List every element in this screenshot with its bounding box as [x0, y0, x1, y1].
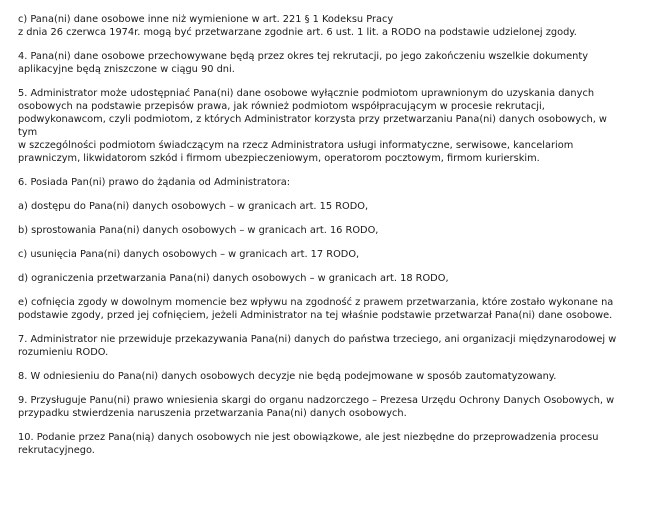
paragraph-b-rectification: b) sprostowania Pana(ni) danych osobowych – w granicach art. 16 RODO, [18, 225, 379, 236]
paragraph-d-restriction: d) ograniczenia przetwarzania Pana(ni) danych osobowych – w granicach art. 18 RODO, [18, 273, 449, 284]
paragraph-4-retention: 4. Pana(ni) dane osobowe przechowywane będą przez okres tej rekrutacji, po jego zakończeniu wszelkie dokumenty aplikacyjne będą zniszczone w ciągu 90 dni. [18, 51, 589, 75]
paragraph-9-complaint: 9. Przysługuje Panu(ni) prawo wniesienia skargi do organu nadzorczego – Prezesa Urzędu Ochrony Danych Osobowych, w przypadku stwierdzenia naruszenia przetwarzania Pana(ni) danych osobowych. [18, 395, 615, 419]
paragraph-7-third-country: 7. Administrator nie przewiduje przekazywania Pana(ni) danych do państwa trzeciego, ani organizacji międzynarodowej w rozumieniu RODO. [18, 334, 617, 358]
paragraph-8-automated-decisions: 8. W odniesieniu do Pana(ni) danych osobowych decyzje nie będą podejmowane w sposób zautomatyzowany. [18, 371, 557, 382]
paragraph-a-access: a) dostępu do Pana(ni) danych osobowych – w granicach art. 15 RODO, [18, 201, 369, 212]
paragraph-6-rights-intro: 6. Posiada Pan(ni) prawo do żądania od Administratora: [18, 177, 291, 188]
paragraph-c-erasure: c) usunięcia Pana(ni) danych osobowych – w granicach art. 17 RODO, [18, 249, 360, 260]
document-body [18, 13, 618, 468]
paragraph-c-legal-basis: c) Pana(ni) dane osobowe inne niż wymienione w art. 221 § 1 Kodeksu Pracy z dnia 26 czerwca 1974r. mogą być przetwarzane zgodnie art. 6 ust. 1 lit. a RODO na podstawie udzielonej zgody. [18, 14, 577, 38]
paragraph-10-voluntary: 10. Podanie przez Pana(nią) danych osobowych nie jest obowiązkowe, ale jest niezbędne do przeprowadzenia procesu rekrutacyjnego. [18, 432, 599, 456]
paragraph-e-withdraw-consent: e) cofnięcia zgody w dowolnym momencie bez wpływu na zgodność z prawem przetwarzania, które zostało wykonane na podstawie zgody, przed jej cofnięciem, jeżeli Administrator na tej właśnie podstawie przetwarzał Pana(ni) dane osobowe. [18, 297, 614, 321]
paragraph-5-recipients: 5. Administrator może udostępniać Pana(ni) dane osobowe wyłącznie podmiotom uprawnionym do uzyskania danych osobowych na podstawie przepisów prawa, jak również podmiotom współpracującym w procesie rekrutacji, podwykonawcom, czyli podmiotom, z których Administrator korzysta przy przetwarzaniu Pana(ni) danych osobowych, w tym w szczególności podmiotom świadczącym na rzecz Administratora usługi informatyczne, serwisowe, kancelariom prawniczym, likwidatorom szkód i firmom ubezpieczeniowym, operatorom pocztowym, firmom kurierskim. [18, 88, 607, 164]
